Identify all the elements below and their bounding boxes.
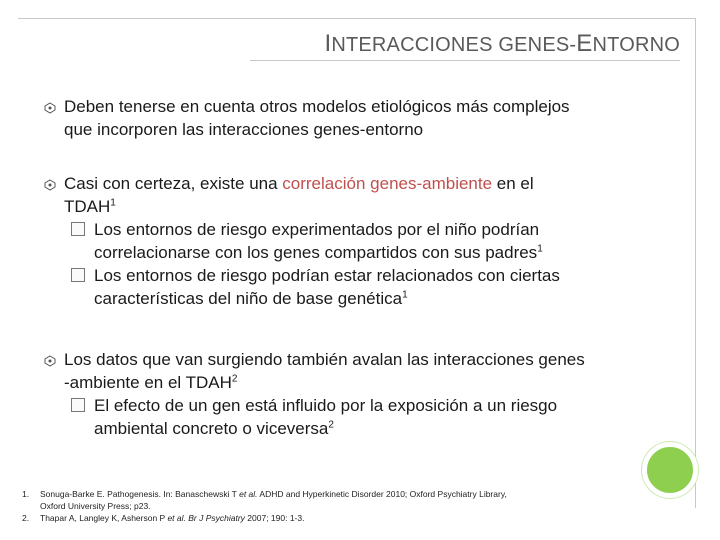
bullet-icon [44,102,56,114]
frame-top-border [18,18,696,19]
reference-item: 1. Sonuga-Barke E. Pathogenesis. In: Banaschewski T et al. ADHD and Hyperkinetic Disorder 2010; Oxford Psychiatry Library, Oxford University Press; p23. [22,489,507,511]
sub-bullet: El efecto de un gen está influido por la exposición a un riesgo ambiental concreto o viceversa$^2$ [64,394,684,440]
bullet-icon [44,179,56,191]
bullet-item-1: Deben tenerse en cuenta otros modelos etiológicos más complejos que incorporen las interacciones genes-entorno [64,97,570,139]
reference-item: 2. Thapar A, Langley K, Asherson P et al. Br J Psychiatry 2007; 190: 1-3. [22,513,305,523]
slide-title: INTERACCIONES GENES-ENTORNO [324,30,680,57]
checkbox-bullet-icon [71,268,85,282]
checkbox-bullet-icon [71,398,85,412]
title-underline [250,60,680,61]
bullet-item-3: Los datos que van surgiendo también avalan las interacciones genes -ambiente en el TDAH$^2$ El efecto de un gen está influido por la exposición a un riesgo ambiental concreto o viceversa$^2$ [64,348,684,440]
checkbox-bullet-icon [71,222,85,236]
references [22,488,662,524]
highlight-text: correlación genes-ambiente [282,174,493,193]
bullet-item-2: Casi con certeza, existe una correlación genes-ambiente en el TDAH$^1$ Los entornos de riesgo experimentados por el niño podrían correlacionarse con los genes compartidos con sus padres$^1$ Los entornos de riesgo podrían estar relacionados con ciertas características del niño de base genética$^1$ [64,172,684,310]
frame-right-border [695,18,696,508]
sub-bullet: Los entornos de riesgo experimentados por el niño podrían correlacionarse con los genes compartidos con sus padres$^1$ [64,218,684,264]
bullet-icon [44,355,56,367]
sub-bullet: Los entornos de riesgo podrían estar relacionados con ciertas características del niño de base genética$^1$ [64,264,684,310]
